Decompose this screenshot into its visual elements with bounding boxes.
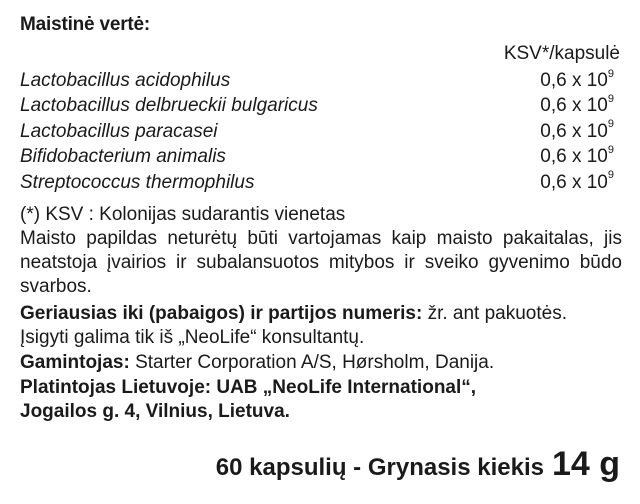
- strain-exponent: 9: [607, 67, 614, 80]
- strain-row: [20, 68, 614, 93]
- strain-row: [20, 119, 614, 144]
- distributor-line-2: Jogailos g. 4, Vilnius, Lietuva.: [20, 401, 290, 422]
- strain-name: Lactobacillus acidophilus: [20, 70, 231, 91]
- manufacturer-line: [20, 351, 622, 375]
- footnote: (*) KSV : Kolonijas sudarantis vienetas: [20, 204, 346, 225]
- best-before-label: Geriausias iki (pabaigos) ir partijos numeris:: [20, 303, 423, 324]
- strain-amount: 0,6 x $10^9$: [540, 93, 614, 117]
- strain-row: [20, 93, 614, 118]
- strain-exponent: 9: [607, 93, 614, 106]
- capsule-count: 60 kapsulių - Grynasis kiekis: [215, 454, 544, 481]
- distributor-block: [20, 376, 622, 424]
- net-weight: 14 g: [551, 445, 620, 483]
- strain-table: [20, 68, 614, 195]
- strain-name: Lactobacillus delbrueckii bulgaricus: [20, 95, 318, 117]
- distributor-line-1: Platintojas Lietuvoje: UAB „NeoLife International“,: [20, 377, 477, 398]
- strain-exponent: 9: [607, 118, 614, 131]
- strain-name: Streptococcus thermophilus: [20, 171, 255, 193]
- strain-amount: 0,6 x $10^9$: [540, 169, 614, 193]
- column-header: KSV*/kapsulė: [503, 43, 620, 64]
- strain-name: Lactobacillus paracasei: [20, 120, 218, 142]
- manufacturer-label: Gamintojas:: [20, 352, 130, 373]
- strain-amount: 0,6 x $10^9$: [540, 118, 614, 142]
- strain-amount: 0,6 x $10^9$: [540, 67, 614, 91]
- net-quantity: [216, 445, 620, 484]
- purchase-note: Įsigyti galima tik iš „NeoLife“ konsultantų.: [20, 327, 365, 348]
- manufacturer-value: Starter Corporation A/S, Hørsholm, Danija.: [129, 352, 495, 373]
- strain-row: [20, 170, 614, 195]
- strain-row: [20, 144, 614, 169]
- best-before-line: [20, 302, 622, 326]
- strain-exponent: 9: [607, 169, 614, 182]
- strain-exponent: 9: [607, 143, 614, 156]
- label-heading: Maistinė vertė:: [20, 14, 151, 35]
- best-before-value: žr. ant pakuotės.: [422, 303, 567, 324]
- strain-name: Bifidobacterium animalis: [20, 146, 226, 168]
- strain-amount: 0,6 x $10^9$: [540, 143, 614, 168]
- warning-text: Maisto papildas neturėtų būti vartojamas kaip maisto pakaitalas, jis neatstoja įvairios ir subalansuotos mitybos ir sveiko gyvenimo būdo svarbos.: [20, 228, 622, 297]
